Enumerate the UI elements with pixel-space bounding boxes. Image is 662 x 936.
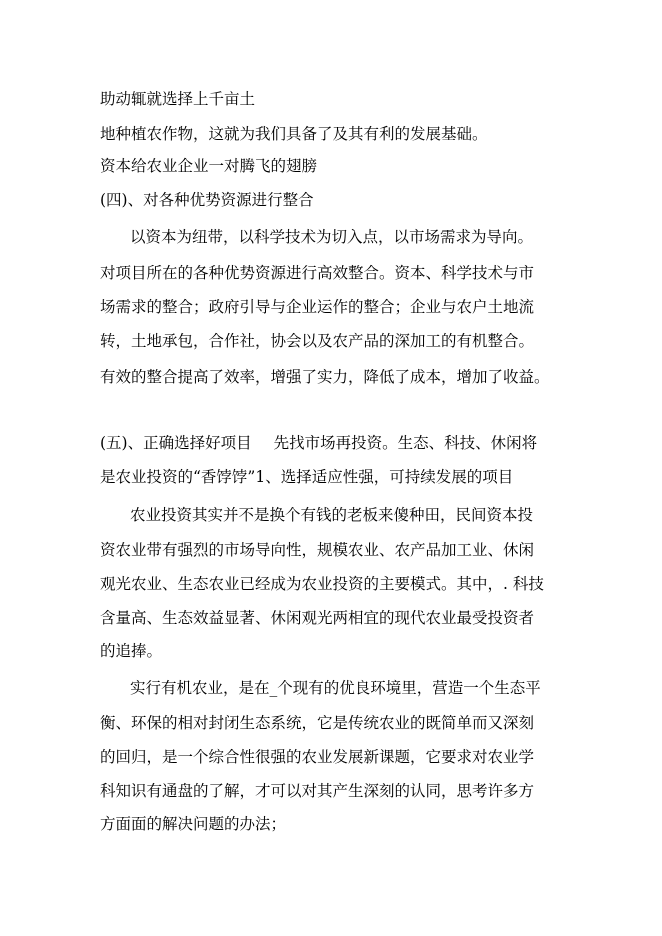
section-heading-line: [100, 433, 537, 453]
text-line: 场需求的整合；政府引导与企业运作的整合；企业与农户土地流: [100, 298, 535, 316]
section-heading: (四)、对各种优势资源进行整合: [100, 191, 314, 209]
text-line: 转，土地承包，合作社，协会以及农产品的深加工的有机整合。: [100, 332, 535, 350]
text-line: 资农业带有强烈的市场导向性，规模农业、农产品加工业、休闲: [100, 541, 535, 559]
text-line: 有效的整合提高了效率，增强了实力，降低了成本，增加了收益。: [100, 368, 550, 386]
text-line: 资本给农业企业一对腾飞的翅膀: [100, 157, 318, 175]
text-line: 的追捧。: [100, 642, 163, 660]
text-line: 含量高、生态效益显著、休闲观光两相宜的现代农业最受投资者: [100, 609, 535, 627]
text-line: 衡、环保的相对封闭生态系统，它是传统农业的既简单而又深刻: [100, 714, 535, 732]
text-line: 方面面的解决问题的办法；: [100, 815, 287, 833]
text-line: 实行有机农业，是在_个现有的优良环境里，营造一个生态平: [130, 679, 541, 697]
text-line: 地种植农作物，这就为我们具备了及其有利的发展基础。: [100, 125, 488, 143]
inline-text: 先找市场再投资。生态、科技、休闲将: [273, 434, 538, 452]
text-line: 科知识有通盘的了解，才可以对其产生深刻的认同，思考许多方: [100, 782, 535, 800]
text-line: 助动辄就选择上千亩土: [100, 90, 256, 108]
text-line: 农业投资其实并不是换个有钱的老板来傻种田，民间资本投: [130, 506, 534, 524]
text-line: 以资本为纽带，以科学技术为切入点，以市场需求为导向。: [130, 228, 534, 246]
text-line: 的回归，是一个综合性很强的农业发展新课题，它要求对农业学: [100, 748, 535, 766]
text-line: 是农业投资的“香饽饽”1、选择适应性强，可持续发展的项目: [100, 468, 514, 486]
text-line: 对项目所在的各种优势资源进行高效整合。资本、科学技术与市: [100, 264, 535, 282]
section-heading: (五)、正确选择好项目: [100, 434, 252, 452]
text-line: 观光农业、生态农业已经成为农业投资的主要模式。其中，. 科技: [100, 575, 544, 593]
